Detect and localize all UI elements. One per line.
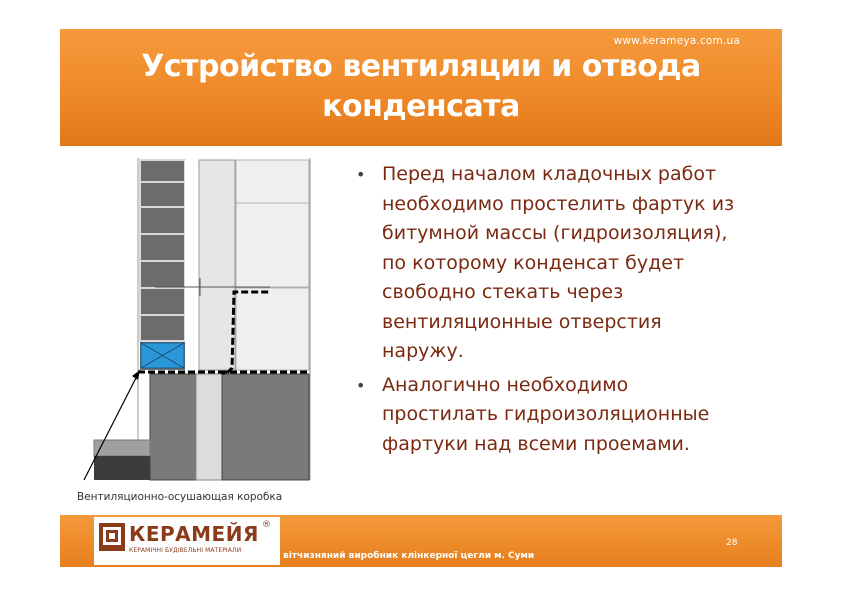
bullet-dot: •	[356, 375, 366, 395]
bullet-line: наружу.	[382, 340, 464, 362]
insulation-layer	[199, 160, 235, 370]
logo-subtitle: КЕРАМІЧНІ БУДІВЕЛЬНІ МАТЕРІАЛИ	[129, 547, 242, 554]
page-number: 28	[726, 538, 738, 548]
title-line-2: конденсата	[322, 89, 520, 124]
bullet-line: Аналогично необходимо	[382, 373, 629, 396]
bullet-line: простилать гидроизоляционные	[382, 403, 710, 425]
brick-column	[140, 160, 185, 370]
logo	[94, 517, 280, 565]
bullet-line: свободно стекать через	[382, 281, 624, 303]
bullet-text	[382, 160, 772, 367]
bullet-line: Перед началом кладочных работ	[382, 163, 717, 185]
bullet-line: необходимо простелить фартук из	[382, 192, 735, 215]
title-line-1: Устройство вентиляции и отвода	[141, 49, 701, 84]
figure-caption: Вентиляционно-осушающая коробка	[77, 491, 283, 503]
foundation	[150, 374, 309, 480]
bullet-item	[352, 371, 772, 460]
footer-tagline: вітчизняний виробник клінкерної цегли м. Суми	[283, 551, 535, 561]
bullet-text	[382, 371, 772, 460]
logo-registered: ®	[262, 520, 271, 530]
bullet-line: фартуки над всеми проемами.	[382, 432, 690, 455]
bullet-item	[352, 160, 772, 367]
bullet-list	[352, 160, 772, 459]
bullet-line: вентиляционные отверстия	[382, 310, 662, 333]
wall-section-diagram	[60, 150, 330, 512]
logo-name: КЕРАМЕЙЯ	[129, 522, 259, 546]
bullet-line: битумной массы (гидроизоляция),	[382, 222, 728, 244]
bullet-dot: •	[356, 165, 366, 184]
bullet-line: по которому конденсат будет	[382, 251, 685, 274]
slide-title	[60, 47, 782, 127]
website-url: www.kerameya.com.ua	[613, 35, 740, 47]
divider	[60, 146, 782, 147]
title-banner	[60, 29, 782, 146]
